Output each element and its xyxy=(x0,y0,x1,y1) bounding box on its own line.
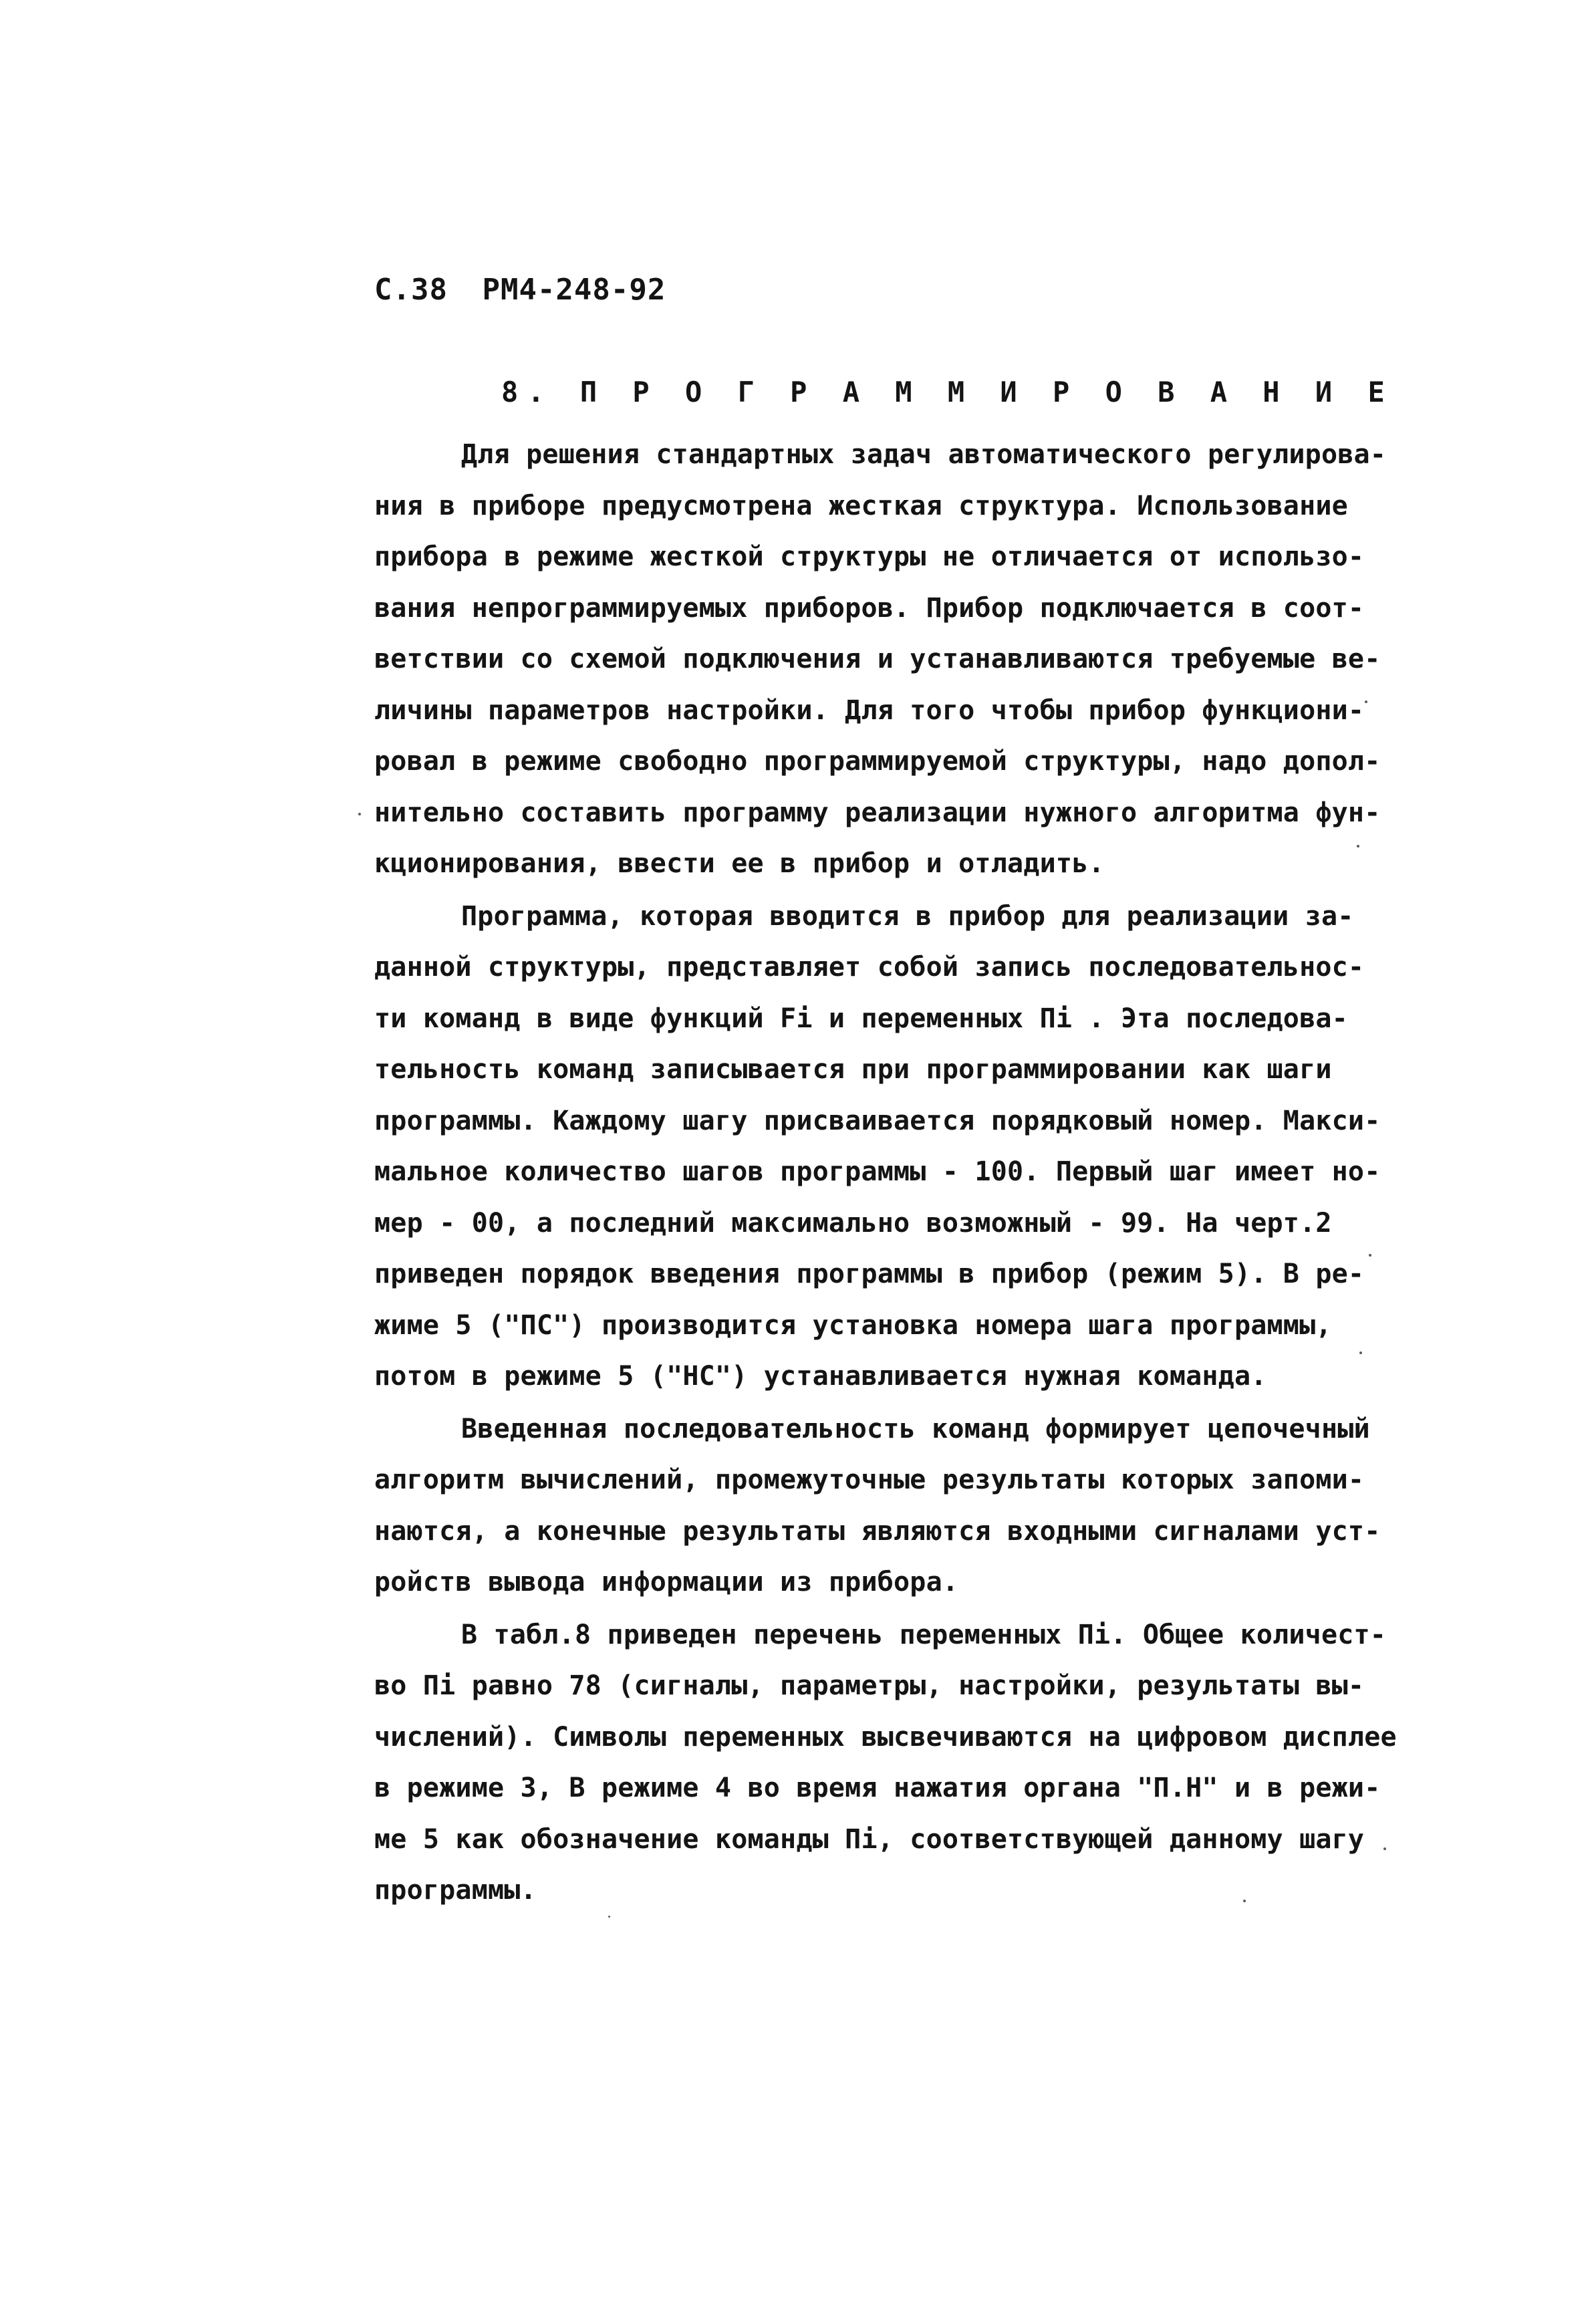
text-line: ровал в режиме свободно программируемой структуры, надо допол- xyxy=(374,746,1381,777)
scan-speck xyxy=(1359,1352,1362,1354)
scan-speck xyxy=(1243,1900,1246,1902)
text-line: во Пi равно 78 (сигналы, параметры, настройки, результаты вы- xyxy=(374,1670,1365,1701)
text-line: алгоритм вычислений, промежуточные результаты которых запоми- xyxy=(374,1464,1365,1495)
scan-speck xyxy=(358,813,361,815)
text-line: ме 5 как обозначение команды Пi, соответствующей данному шагу xyxy=(374,1823,1365,1855)
text-line: кционирования, ввести ее в прибор и отладить. xyxy=(374,848,1105,879)
text-line: приведен порядок введения программы в прибор (режим 5). В ре- xyxy=(374,1259,1365,1289)
text-line: Введенная последовательность команд формирует цепочечный xyxy=(461,1413,1370,1444)
text-line: ти команд в виде функций Fi и переменных Пi . Эта последова- xyxy=(374,1003,1348,1034)
page-header xyxy=(374,273,666,307)
text-line: мальное количество шагов программы - 100. Первый шаг имеет но- xyxy=(374,1156,1381,1187)
text-line: тельность команд записывается при программировании как шаги xyxy=(374,1054,1332,1085)
section-title: 8. П Р О Г Р А М М И Р О В А Н И Е xyxy=(501,376,1394,408)
text-line: ния в приборе предусмотрена жесткая структура. Использование xyxy=(374,490,1348,521)
scan-speck xyxy=(1365,700,1367,703)
paragraph-1 xyxy=(374,429,1387,890)
text-line: нительно составить программу реализации нужного алгоритма фун- xyxy=(374,797,1381,828)
text-line: в режиме 3, В режиме 4 во время нажатия органа "П.Н" и в режи- xyxy=(374,1773,1381,1803)
scan-speck xyxy=(1369,1254,1371,1257)
paragraph-4 xyxy=(374,1610,1397,1916)
text-line: вания непрограммируемых приборов. Прибор подключается в соот- xyxy=(374,592,1365,624)
text-line: данной структуры, представляет собой запись последовательнос- xyxy=(374,952,1365,983)
text-line: числений). Символы переменных высвечиваются на цифровом дисплее xyxy=(374,1721,1397,1753)
text-line: ройств вывода информации из прибора. xyxy=(374,1567,959,1597)
text-line: Для решения стандартных задач автоматического регулирова- xyxy=(461,439,1387,470)
paragraph-2 xyxy=(374,891,1381,1402)
page-number: С.38 xyxy=(374,273,448,307)
scan-speck xyxy=(608,1916,610,1918)
paragraph-3 xyxy=(374,1404,1381,1608)
text-line: прибора в режиме жесткой структуры не отличается от использо- xyxy=(374,541,1365,572)
body-text xyxy=(374,429,1397,1916)
text-line: программы. xyxy=(374,1875,537,1906)
scan-speck xyxy=(1357,845,1359,848)
text-line: ветствии со схемой подключения и устанавливаются требуемые ве- xyxy=(374,644,1381,674)
text-line: В табл.8 приведен перечень переменных Пi. Общее количест- xyxy=(461,1619,1387,1650)
text-line: программы. Каждому шагу присваивается порядковый номер. Макси- xyxy=(374,1105,1381,1136)
text-line: мер - 00, а последний максимально возможный - 99. На черт.2 xyxy=(374,1207,1332,1239)
scan-speck xyxy=(1383,1847,1386,1850)
text-line: наются, а конечные результаты являются входными сигналами уст- xyxy=(374,1515,1381,1547)
text-line: Программа, которая вводится в прибор для реализации за- xyxy=(461,900,1354,932)
document-code: РМ4-248-92 xyxy=(482,273,666,307)
text-line: потом в режиме 5 ("НС") устанавливается нужная команда. xyxy=(374,1361,1267,1392)
text-line: жиме 5 ("ПС") производится установка номера шага программы, xyxy=(374,1309,1332,1341)
text-line: личины параметров настройки. Для того чтобы прибор функциони- xyxy=(374,694,1365,726)
